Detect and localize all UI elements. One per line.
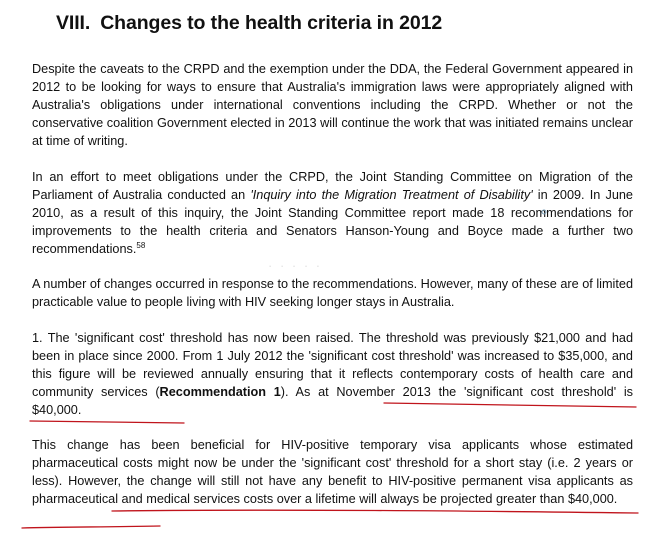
section-number: VIII. <box>56 12 91 34</box>
underline-annotation-greater <box>22 526 160 528</box>
paragraph-text: ). As at November 2013 the 'significant cost threshold' is $40,000. <box>32 384 633 417</box>
watermark-mark: · · · · · <box>268 258 323 273</box>
paragraph-significant-cost-threshold <box>32 330 633 420</box>
underline-annotation-pharmaceutical <box>112 510 638 513</box>
paragraph-change-beneficial: This change has been beneficial for HIV-positive temporary visa applicants whose estimated pharmaceutical costs might now be under the 'significant cost' threshold for a short stay (i.e. 2 years or less). However, the change will still not have any benefit to HIV-positive permanent visa applicants as pharmaceutical and medical services costs over a lifetime will always be projected greater than $40,000. <box>32 438 633 506</box>
paragraph-crpd-caveats: Despite the caveats to the CRPD and the exemption under the DDA, the Federal Government appeared in 2012 to be looking for ways to ensure that Australia's immigration laws were appropriately aligned with Australia's obligations under international conventions including the CRPD. Whether or not the conservative coalition Government elected in 2013 will continue the work that was initiated remains unclear at time of writing. <box>32 62 633 148</box>
paragraph-text: 1. The 'significant cost' threshold has now been raised. The threshold was previously $21,000 and had been in place since 2000. From 1 July 2012 the 'significant cost threshold' was increased to $35,000, and this figure will be reviewed annually ensuring that it reflects contemporary costs of health care and community services ( <box>32 331 633 399</box>
inquiry-title: 'Inquiry into the Migration Treatment of Disability' <box>250 187 533 202</box>
footnote-marker[interactable]: 58 <box>136 240 146 250</box>
underline-annotation-threshold <box>30 421 184 423</box>
paragraph-changes-occurred: A number of changes occurred in response to the recommendations. However, many of these are of limited practicable value to people living with HIV seeking longer stays in Australia. <box>32 277 633 309</box>
recommendation-reference: Recommendation 1 <box>159 384 281 399</box>
paragraph-joint-standing-committee <box>32 169 633 259</box>
paragraph-text: in 2009. In June 2010, as a result of this inquiry, the Joint Standing Committee report made 18 recommendations for improvements to the health criteria and Senators Hanson-Young and Boyce made a further two recommendations. <box>32 187 633 256</box>
paragraph-text: In an effort to meet obligations under the CRPD, the Joint Standing Committee on Migration of the Parliament of Australia conducted an <box>32 170 633 202</box>
section-heading <box>56 12 442 35</box>
section-title: Changes to the health criteria in 2012 <box>100 12 443 34</box>
